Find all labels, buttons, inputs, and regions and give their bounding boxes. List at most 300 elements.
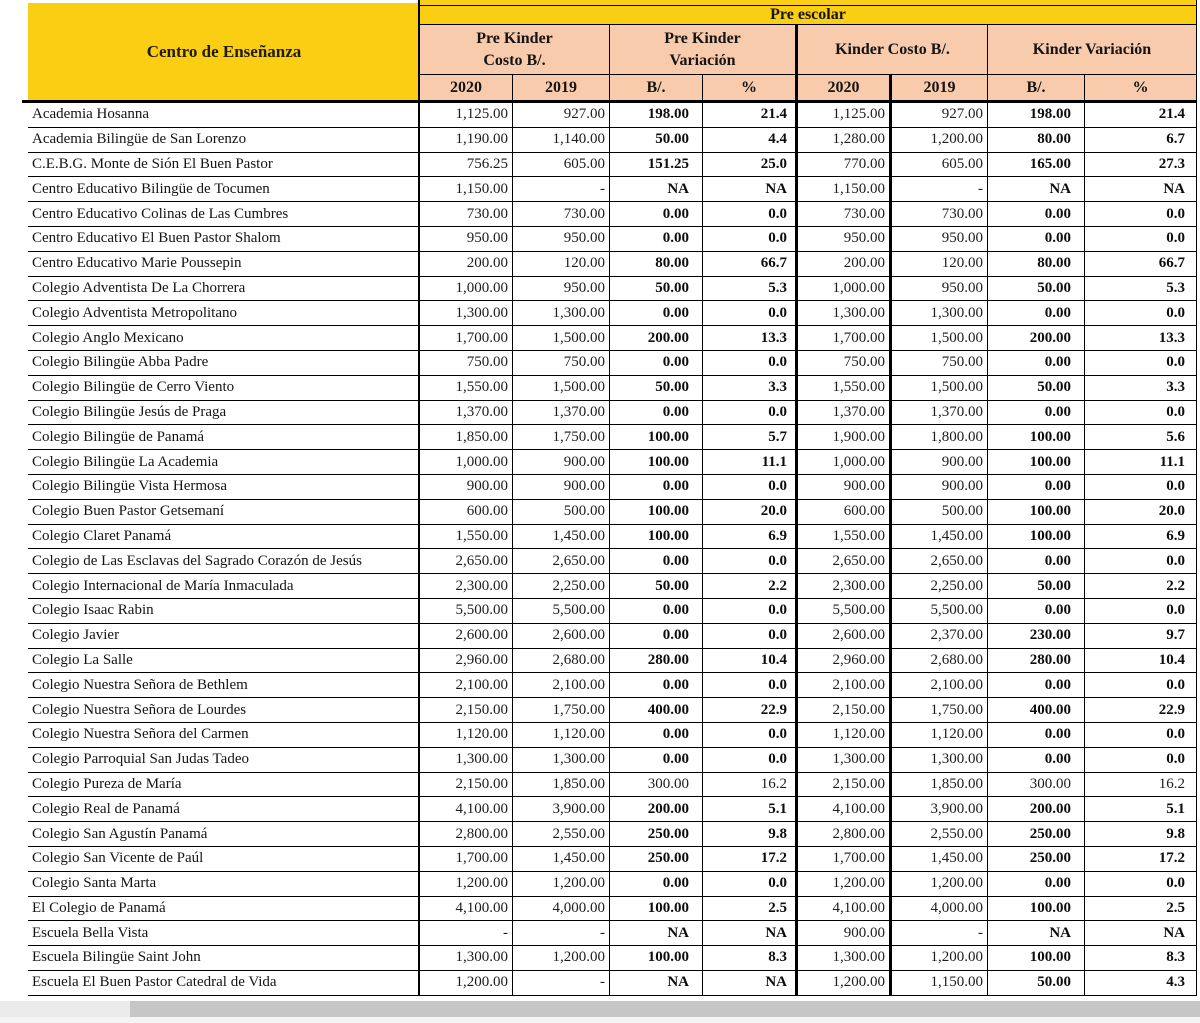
- table-row: [28, 872, 1197, 897]
- value-cell: 100.00: [610, 525, 703, 549]
- value-cell: 151.25: [610, 153, 703, 177]
- table-row: [28, 971, 1197, 996]
- value-cell: 1,370.00: [420, 401, 513, 425]
- value-cell: 280.00: [610, 649, 703, 673]
- value-cell: 2.2: [1085, 574, 1197, 598]
- value-cell: 1,300.00: [798, 946, 892, 970]
- table-row: [28, 946, 1197, 971]
- value-cell: 0.00: [610, 227, 703, 251]
- value-cell: 200.00: [610, 797, 703, 821]
- value-cell: 900.00: [798, 921, 892, 945]
- table-row: [28, 277, 1197, 302]
- value-cell: 0.0: [1085, 301, 1197, 325]
- value-cell: -: [513, 177, 610, 201]
- table-row: [28, 921, 1197, 946]
- table-row: [28, 673, 1197, 698]
- value-cell: 100.00: [988, 525, 1085, 549]
- value-cell: 1,450.00: [892, 847, 988, 871]
- value-cell: 6.9: [1085, 525, 1197, 549]
- value-cell: 8.3: [703, 946, 798, 970]
- school-name-cell: Colegio Pureza de María: [28, 773, 420, 797]
- value-cell: 5.3: [1085, 277, 1197, 301]
- value-cell: 20.0: [703, 500, 798, 524]
- value-cell: 900.00: [798, 475, 892, 499]
- value-cell: 100.00: [988, 425, 1085, 449]
- value-cell: 1,140.00: [513, 128, 610, 152]
- value-cell: NA: [703, 971, 798, 995]
- value-cell: 50.00: [988, 971, 1085, 995]
- value-cell: 1,125.00: [798, 103, 892, 127]
- value-cell: 280.00: [988, 649, 1085, 673]
- value-cell: 0.0: [703, 549, 798, 573]
- group-label-line1: Pre Kinder: [476, 29, 553, 47]
- table-row: [28, 773, 1197, 798]
- value-cell: 0.0: [703, 351, 798, 375]
- school-name-cell: C.E.B.G. Monte de Sión El Buen Pastor: [28, 153, 420, 177]
- value-cell: 1,200.00: [892, 946, 988, 970]
- value-cell: 1,370.00: [513, 401, 610, 425]
- school-name-cell: Centro Educativo El Buen Pastor Shalom: [28, 227, 420, 251]
- value-cell: 4,100.00: [798, 897, 892, 921]
- school-name-cell: Colegio Internacional de María Inmaculada: [28, 574, 420, 598]
- value-cell: -: [420, 921, 513, 945]
- value-cell: 750.00: [420, 351, 513, 375]
- value-cell: 1,300.00: [420, 301, 513, 325]
- value-cell: 1,500.00: [513, 376, 610, 400]
- value-cell: 0.00: [610, 401, 703, 425]
- value-cell: 605.00: [892, 153, 988, 177]
- table-row: [28, 202, 1197, 227]
- value-cell: 0.00: [988, 227, 1085, 251]
- value-cell: 2,100.00: [892, 673, 988, 697]
- value-cell: 1,190.00: [420, 128, 513, 152]
- school-name-cell: Escuela El Buen Pastor Catedral de Vida: [28, 971, 420, 995]
- value-cell: 80.00: [610, 252, 703, 276]
- header-balboas-kinder: B/.: [988, 75, 1085, 100]
- table-row: [28, 153, 1197, 178]
- value-cell: 756.25: [420, 153, 513, 177]
- table-row: [28, 847, 1197, 872]
- school-name-cell: Colegio Bilingüe Vista Hermosa: [28, 475, 420, 499]
- value-cell: 4.4: [703, 128, 798, 152]
- value-cell: 1,000.00: [798, 277, 892, 301]
- value-cell: 230.00: [988, 624, 1085, 648]
- value-cell: 198.00: [610, 103, 703, 127]
- value-cell: 100.00: [610, 946, 703, 970]
- value-cell: 1,900.00: [798, 425, 892, 449]
- value-cell: 0.00: [988, 401, 1085, 425]
- value-cell: 3,900.00: [892, 797, 988, 821]
- table-body: [28, 103, 1197, 996]
- value-cell: NA: [610, 971, 703, 995]
- header-pre-kinder-variacion: [610, 25, 798, 75]
- value-cell: 250.00: [988, 822, 1085, 846]
- school-name-cell: Colegio Bilingüe Abba Padre: [28, 351, 420, 375]
- value-cell: NA: [610, 921, 703, 945]
- value-cell: 2,250.00: [513, 574, 610, 598]
- value-cell: 0.00: [988, 351, 1085, 375]
- value-cell: 1,150.00: [798, 177, 892, 201]
- value-cell: 0.0: [1085, 748, 1197, 772]
- value-cell: 0.00: [610, 624, 703, 648]
- value-cell: 25.0: [703, 153, 798, 177]
- school-name-cell: Colegio Bilingüe de Panamá: [28, 425, 420, 449]
- school-name-cell: Colegio Real de Panamá: [28, 797, 420, 821]
- value-cell: 1,550.00: [420, 376, 513, 400]
- value-cell: 0.0: [1085, 202, 1197, 226]
- table-row: [28, 103, 1197, 128]
- value-cell: 9.7: [1085, 624, 1197, 648]
- value-cell: 2,650.00: [420, 549, 513, 573]
- value-cell: 1,300.00: [798, 301, 892, 325]
- value-cell: 0.00: [610, 202, 703, 226]
- value-cell: 4.3: [1085, 971, 1197, 995]
- value-cell: 1,700.00: [798, 326, 892, 350]
- value-cell: 1,450.00: [513, 847, 610, 871]
- value-cell: 1,200.00: [798, 971, 892, 995]
- header-group-row: [420, 25, 1197, 75]
- school-name-cell: Escuela Bilingüe Saint John: [28, 946, 420, 970]
- value-cell: 1,700.00: [420, 847, 513, 871]
- value-cell: 0.00: [610, 872, 703, 896]
- value-cell: 80.00: [988, 252, 1085, 276]
- header-centro-de-ensenanza: Centro de Enseñanza: [28, 3, 420, 100]
- value-cell: 2.2: [703, 574, 798, 598]
- school-name-cell: El Colegio de Panamá: [28, 897, 420, 921]
- school-name-cell: Colegio Nuestra Señora de Bethlem: [28, 673, 420, 697]
- value-cell: 2,680.00: [513, 649, 610, 673]
- value-cell: 120.00: [513, 252, 610, 276]
- value-cell: 200.00: [420, 252, 513, 276]
- value-cell: 2,150.00: [798, 698, 892, 722]
- value-cell: -: [513, 971, 610, 995]
- value-cell: NA: [703, 177, 798, 201]
- value-cell: 605.00: [513, 153, 610, 177]
- value-cell: 250.00: [610, 847, 703, 871]
- school-name-cell: Colegio Javier: [28, 624, 420, 648]
- table-row: [28, 351, 1197, 376]
- value-cell: 1,500.00: [892, 376, 988, 400]
- table-row: [28, 649, 1197, 674]
- value-cell: 730.00: [513, 202, 610, 226]
- value-cell: 0.0: [1085, 401, 1197, 425]
- value-cell: 2,550.00: [892, 822, 988, 846]
- value-cell: 5,500.00: [513, 599, 610, 623]
- horizontal-scrollbar[interactable]: [0, 1001, 1200, 1017]
- school-name-cell: Colegio Adventista De La Chorrera: [28, 277, 420, 301]
- value-cell: 0.00: [610, 475, 703, 499]
- table-row: [28, 128, 1197, 153]
- value-cell: 1,300.00: [892, 748, 988, 772]
- table-row: [28, 227, 1197, 252]
- table-row: [28, 500, 1197, 525]
- school-name-cell: Colegio Buen Pastor Getsemaní: [28, 500, 420, 524]
- scrollbar-thumb[interactable]: [130, 1001, 1200, 1017]
- group-label-line1: Kinder Costo B/.: [835, 40, 950, 58]
- value-cell: 1,120.00: [798, 723, 892, 747]
- value-cell: 80.00: [988, 128, 1085, 152]
- value-cell: 50.00: [610, 574, 703, 598]
- value-cell: 0.00: [988, 723, 1085, 747]
- value-cell: 4,000.00: [892, 897, 988, 921]
- value-cell: 0.0: [703, 301, 798, 325]
- value-cell: 1,370.00: [798, 401, 892, 425]
- value-cell: 2,960.00: [798, 649, 892, 673]
- value-cell: 927.00: [513, 103, 610, 127]
- value-cell: 400.00: [610, 698, 703, 722]
- value-cell: -: [513, 921, 610, 945]
- value-cell: 1,300.00: [420, 946, 513, 970]
- value-cell: 0.00: [988, 748, 1085, 772]
- value-cell: 5.7: [703, 425, 798, 449]
- value-cell: 0.0: [703, 723, 798, 747]
- value-cell: 750.00: [798, 351, 892, 375]
- table-row: [28, 599, 1197, 624]
- value-cell: 50.00: [988, 277, 1085, 301]
- value-cell: 100.00: [988, 450, 1085, 474]
- value-cell: 50.00: [988, 574, 1085, 598]
- school-name-cell: Colegio Nuestra Señora de Lourdes: [28, 698, 420, 722]
- value-cell: 2.5: [703, 897, 798, 921]
- value-cell: 3,900.00: [513, 797, 610, 821]
- value-cell: 10.4: [703, 649, 798, 673]
- school-name-cell: Escuela Bella Vista: [28, 921, 420, 945]
- value-cell: 1,300.00: [513, 301, 610, 325]
- school-name-cell: Colegio Nuestra Señora del Carmen: [28, 723, 420, 747]
- table-row: [28, 450, 1197, 475]
- school-name-cell: Colegio San Vicente de Paúl: [28, 847, 420, 871]
- value-cell: 1,700.00: [798, 847, 892, 871]
- value-cell: 1,750.00: [513, 698, 610, 722]
- value-cell: 2,100.00: [798, 673, 892, 697]
- value-cell: 2,150.00: [798, 773, 892, 797]
- value-cell: 250.00: [610, 822, 703, 846]
- value-cell: 0.0: [1085, 599, 1197, 623]
- value-cell: 13.3: [703, 326, 798, 350]
- value-cell: 0.00: [988, 872, 1085, 896]
- value-cell: 1,280.00: [798, 128, 892, 152]
- value-cell: 50.00: [610, 128, 703, 152]
- value-cell: 950.00: [892, 277, 988, 301]
- value-cell: 1,550.00: [798, 525, 892, 549]
- value-cell: 1,500.00: [892, 326, 988, 350]
- school-name-cell: Colegio Adventista Metropolitano: [28, 301, 420, 325]
- value-cell: 1,200.00: [798, 872, 892, 896]
- value-cell: 4,000.00: [513, 897, 610, 921]
- value-cell: 0.00: [988, 202, 1085, 226]
- value-cell: 1,850.00: [892, 773, 988, 797]
- value-cell: 900.00: [513, 475, 610, 499]
- value-cell: 0.0: [703, 872, 798, 896]
- value-cell: 1,850.00: [420, 425, 513, 449]
- value-cell: 1,450.00: [513, 525, 610, 549]
- value-cell: 27.3: [1085, 153, 1197, 177]
- value-cell: 950.00: [513, 227, 610, 251]
- table-row: [28, 475, 1197, 500]
- value-cell: 500.00: [892, 500, 988, 524]
- value-cell: 0.0: [1085, 227, 1197, 251]
- value-cell: 0.00: [610, 301, 703, 325]
- value-cell: 730.00: [892, 202, 988, 226]
- value-cell: 300.00: [988, 773, 1085, 797]
- table-row: [28, 301, 1197, 326]
- school-name-cell: Colegio de Las Esclavas del Sagrado Corazón de Jesús: [28, 549, 420, 573]
- school-name-cell: Colegio Bilingüe Jesús de Praga: [28, 401, 420, 425]
- group-label-line2: Variación: [669, 51, 736, 69]
- value-cell: 0.0: [703, 599, 798, 623]
- header-kinder-variacion: [988, 25, 1197, 75]
- value-cell: 1,800.00: [892, 425, 988, 449]
- value-cell: 2,100.00: [513, 673, 610, 697]
- value-cell: 0.00: [610, 599, 703, 623]
- school-name-cell: Colegio Bilingüe de Cerro Viento: [28, 376, 420, 400]
- value-cell: 400.00: [988, 698, 1085, 722]
- school-name-cell: Centro Educativo Marie Poussepin: [28, 252, 420, 276]
- value-cell: 200.00: [988, 326, 1085, 350]
- value-cell: 0.00: [988, 673, 1085, 697]
- value-cell: 1,500.00: [513, 326, 610, 350]
- value-cell: 66.7: [703, 252, 798, 276]
- value-cell: 1,000.00: [420, 277, 513, 301]
- value-cell: 2,680.00: [892, 649, 988, 673]
- school-name-cell: Colegio La Salle: [28, 649, 420, 673]
- value-cell: 198.00: [988, 103, 1085, 127]
- value-cell: NA: [1085, 177, 1197, 201]
- value-cell: 1,120.00: [513, 723, 610, 747]
- value-cell: 0.00: [610, 748, 703, 772]
- value-cell: 1,200.00: [892, 872, 988, 896]
- value-cell: 1,150.00: [420, 177, 513, 201]
- value-cell: 17.2: [1085, 847, 1197, 871]
- value-cell: 1,120.00: [420, 723, 513, 747]
- value-cell: 1,750.00: [513, 425, 610, 449]
- value-cell: 5,500.00: [420, 599, 513, 623]
- value-cell: -: [892, 921, 988, 945]
- value-cell: 0.00: [610, 351, 703, 375]
- value-cell: 600.00: [798, 500, 892, 524]
- table-row: [28, 177, 1197, 202]
- value-cell: 5.1: [703, 797, 798, 821]
- value-cell: 3.3: [1085, 376, 1197, 400]
- value-cell: 1,200.00: [420, 971, 513, 995]
- value-cell: 2,600.00: [420, 624, 513, 648]
- value-cell: 4,100.00: [420, 797, 513, 821]
- value-cell: 300.00: [610, 773, 703, 797]
- school-name-cell: Centro Educativo Bilingüe de Tocumen: [28, 177, 420, 201]
- header-balboas-pre: B/.: [610, 75, 703, 100]
- value-cell: 730.00: [798, 202, 892, 226]
- table-row: [28, 376, 1197, 401]
- school-name-cell: Colegio Bilingüe La Academia: [28, 450, 420, 474]
- value-cell: 100.00: [610, 450, 703, 474]
- value-cell: 0.0: [703, 624, 798, 648]
- value-cell: 1,120.00: [892, 723, 988, 747]
- value-cell: 21.4: [1085, 103, 1197, 127]
- value-cell: 1,200.00: [420, 872, 513, 896]
- value-cell: 2,550.00: [513, 822, 610, 846]
- value-cell: 1,000.00: [420, 450, 513, 474]
- value-cell: 6.7: [1085, 128, 1197, 152]
- value-cell: 200.00: [610, 326, 703, 350]
- value-cell: 1,300.00: [420, 748, 513, 772]
- school-name-cell: Colegio Anglo Mexicano: [28, 326, 420, 350]
- table-row: [28, 401, 1197, 426]
- value-cell: 950.00: [798, 227, 892, 251]
- value-cell: 900.00: [420, 475, 513, 499]
- header-percent-kinder: %: [1085, 75, 1197, 100]
- value-cell: 2,250.00: [892, 574, 988, 598]
- value-cell: 0.00: [988, 301, 1085, 325]
- value-cell: 11.1: [1085, 450, 1197, 474]
- school-name-cell: Colegio Parroquial San Judas Tadeo: [28, 748, 420, 772]
- value-cell: 0.00: [988, 549, 1085, 573]
- table-row: [28, 425, 1197, 450]
- value-cell: 950.00: [513, 277, 610, 301]
- header-year-2020-kinder: 2020: [798, 75, 892, 100]
- value-cell: 0.0: [1085, 872, 1197, 896]
- value-cell: 1,300.00: [798, 748, 892, 772]
- value-cell: 0.00: [610, 723, 703, 747]
- value-cell: 600.00: [420, 500, 513, 524]
- value-cell: NA: [610, 177, 703, 201]
- value-cell: 1,200.00: [892, 128, 988, 152]
- table-row: [28, 698, 1197, 723]
- value-cell: 8.3: [1085, 946, 1197, 970]
- value-cell: 200.00: [988, 797, 1085, 821]
- value-cell: 2.5: [1085, 897, 1197, 921]
- value-cell: 770.00: [798, 153, 892, 177]
- value-cell: 950.00: [420, 227, 513, 251]
- value-cell: 1,700.00: [420, 326, 513, 350]
- value-cell: 5.3: [703, 277, 798, 301]
- value-cell: 2,600.00: [798, 624, 892, 648]
- value-cell: 730.00: [420, 202, 513, 226]
- value-cell: 100.00: [610, 500, 703, 524]
- value-cell: 0.0: [1085, 351, 1197, 375]
- value-cell: 0.0: [1085, 723, 1197, 747]
- header-year-2020-pre: 2020: [420, 75, 513, 100]
- value-cell: 17.2: [703, 847, 798, 871]
- value-cell: 4,100.00: [420, 897, 513, 921]
- table-row: [28, 748, 1197, 773]
- value-cell: 2,100.00: [420, 673, 513, 697]
- value-cell: 100.00: [988, 946, 1085, 970]
- value-cell: 0.00: [988, 599, 1085, 623]
- value-cell: 500.00: [513, 500, 610, 524]
- value-cell: 100.00: [988, 500, 1085, 524]
- value-cell: 2,150.00: [420, 773, 513, 797]
- value-cell: NA: [988, 921, 1085, 945]
- value-cell: 927.00: [892, 103, 988, 127]
- value-cell: 1,750.00: [892, 698, 988, 722]
- value-cell: 2,600.00: [513, 624, 610, 648]
- value-cell: 9.8: [703, 822, 798, 846]
- value-cell: 165.00: [988, 153, 1085, 177]
- value-cell: 2,800.00: [420, 822, 513, 846]
- header-percent-pre: %: [703, 75, 798, 100]
- value-cell: 0.0: [703, 202, 798, 226]
- value-cell: 0.00: [610, 549, 703, 573]
- value-cell: NA: [703, 921, 798, 945]
- value-cell: 2,800.00: [798, 822, 892, 846]
- value-cell: 5.6: [1085, 425, 1197, 449]
- value-cell: 1,200.00: [513, 872, 610, 896]
- value-cell: 13.3: [1085, 326, 1197, 350]
- group-label-line1: Kinder Variación: [1032, 40, 1152, 58]
- value-cell: 10.4: [1085, 649, 1197, 673]
- value-cell: 2,300.00: [420, 574, 513, 598]
- value-cell: 1,000.00: [798, 450, 892, 474]
